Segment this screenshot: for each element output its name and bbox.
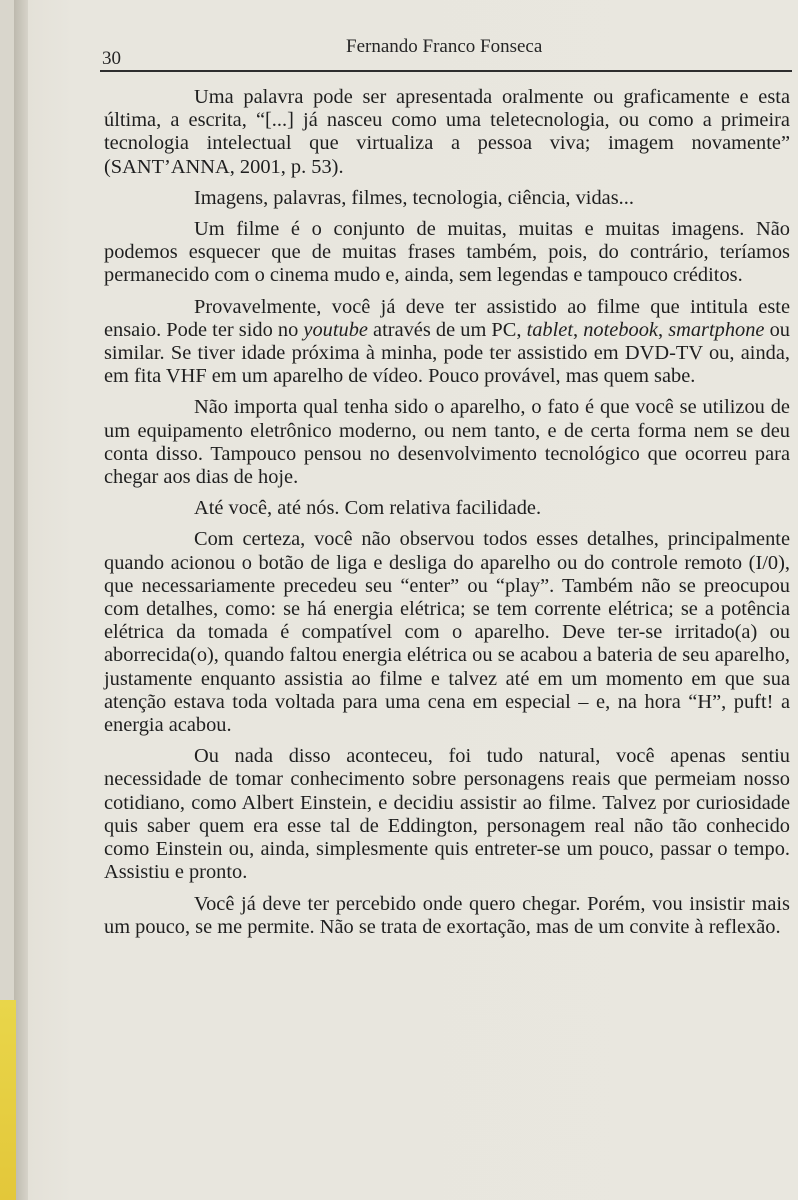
paragraph-9	[104, 893, 790, 939]
paragraph-3	[104, 218, 790, 288]
paragraph-7	[104, 528, 790, 737]
paragraph-1	[104, 86, 790, 179]
paragraph-text: Provavelmente, você já deve ter assistido ao filme que intitula este ensaio. Pode ter sido no	[104, 295, 790, 341]
italic-term-tablet: tablet	[526, 318, 573, 341]
page-header	[90, 30, 792, 72]
paragraph-text: ou similar. Se tiver idade próxima à minha, pode ter assistido em DVD-TV ou, ainda, em fita VHF em um aparelho de vídeo. Pouco provável, mas quem sabe.	[104, 318, 790, 388]
page-gutter-shadow	[14, 0, 28, 1200]
paragraph-text: ,	[573, 318, 584, 341]
paragraph-text: Imagens, palavras, filmes, tecnologia, ciência, vidas...	[194, 186, 634, 209]
book-page	[14, 0, 798, 1200]
paragraph-text: através de um PC,	[367, 318, 527, 341]
paragraph-text: ,	[657, 318, 669, 341]
italic-term-youtube: youtube	[303, 318, 368, 341]
paragraph-8	[104, 745, 790, 884]
paragraph-text: Até você, até nós. Com relativa facilidade.	[194, 497, 542, 520]
paragraph-text: Com certeza, você não observou todos esses detalhes, principalmente quando acionou o botão de liga e desliga do aparelho ou do controle remoto (I/0), que necessariamente precedeu seu “enter” ou “play”. Também não se preocupou com detalhes, como: se há energia elétrica; se tem corrente elétrica; se a potência elétrica da tomada é compatível com o aparelho. Deve ter-se irritado(a) ou aborrecida(o), quando faltou energia elétrica ou se acabou a bateria de seu aparelho, justamente enquanto assistia ao filme e talvez até em um momento em que sua atenção estava toda voltada para uma cena em especial – e, na hora “H”, puft! a energia acabou.	[104, 528, 790, 737]
running-head-author: Fernando Franco Fonseca	[346, 36, 543, 57]
paragraph-text: Ou nada disso aconteceu, foi tudo natural, você apenas sentiu necessidade de tomar conhecimento sobre personagens reais que permeiam nosso cotidiano, como Albert Einstein, e decidiu assistir ao filme. Talvez por curiosidade quis saber quem era esse tal de Eddington, personagem real não tão conhecido como Einstein ou, ainda, simplesmente quis entreter-se um pouco, passar o tempo. Assistiu e pronto.	[104, 745, 790, 884]
paragraph-text: Não importa qual tenha sido o aparelho, o fato é que você se utilizou de um equipamento eletrônico moderno, ou nem tanto, e de certa forma nem se deu conta disso. Tampouco pensou no desenvolvimento tecnológico que ocorreu para chegar aos dias de hoje.	[104, 396, 790, 489]
page-number: 30	[102, 48, 121, 69]
paragraph-6	[104, 497, 790, 520]
paragraph-text: Você já deve ter percebido onde quero chegar. Porém, vou insistir mais um pouco, se me permite. Não se trata de exortação, mas de um convite à reflexão.	[104, 892, 790, 938]
paragraph-5	[104, 396, 790, 489]
paragraph-4	[104, 296, 790, 389]
header-rule	[100, 70, 792, 72]
italic-term-notebook: notebook	[583, 318, 658, 341]
background-object	[0, 1000, 16, 1200]
paragraph-text: Uma palavra pode ser apresentada oralmente ou graficamente e esta última, a escrita, “[...] já nasceu como uma teletecnologia, ou como a primeira tecnologia intelectual que virtualiza a pessoa viva; imagem novamente” (SANT’ANNA, 2001, p. 53).	[104, 86, 790, 178]
paragraph-2	[104, 187, 790, 210]
body-text	[104, 86, 790, 947]
paragraph-text: Um filme é o conjunto de muitas, muitas e muitas imagens. Não podemos esquecer que de muitas frases também, pois, do contrário, teríamos permanecido com o cinema mudo e, ainda, sem legendas e tampouco créditos.	[104, 218, 790, 287]
italic-term-smartphone: smartphone	[668, 318, 765, 341]
